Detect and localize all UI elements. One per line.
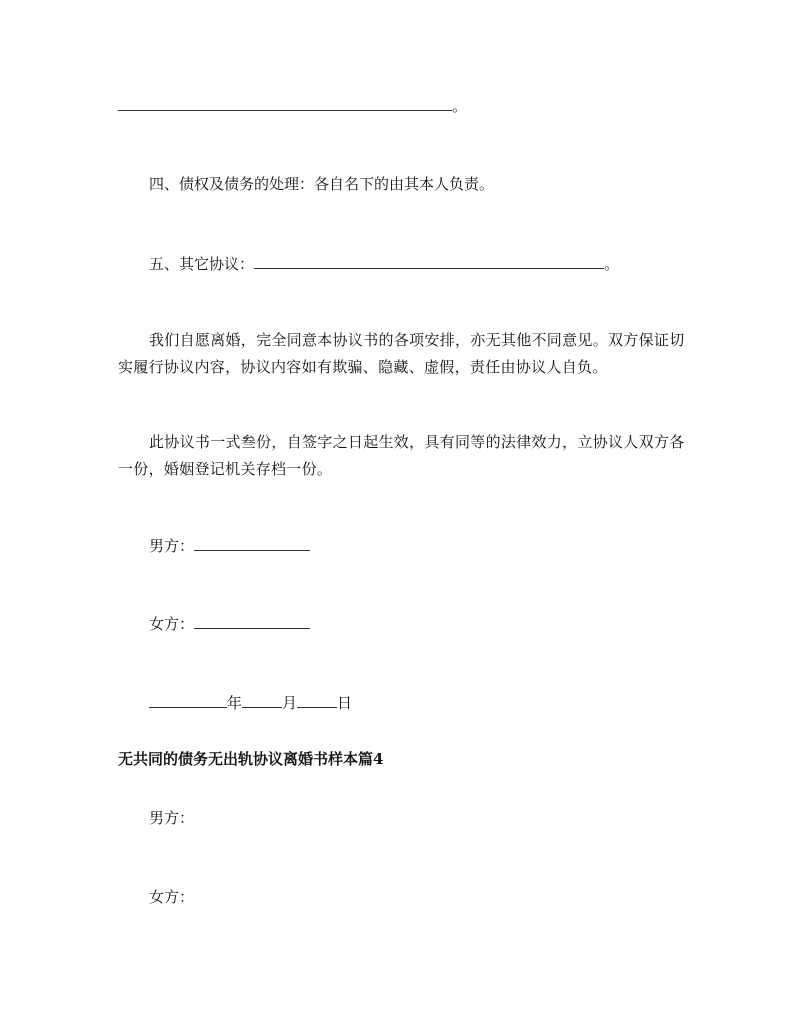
next-female-label: 女方：	[149, 888, 195, 906]
signature-female-label: 女方：	[149, 615, 195, 633]
paragraph-copies-validity: 此协议书一式叁份，自签字之日起生效，具有同等的法律效力，立协议人双方各一份，婚姻登记机关存档一份。	[118, 433, 685, 478]
day-blank	[297, 693, 337, 708]
signature-female	[149, 614, 310, 634]
month-blank	[242, 693, 282, 708]
blank-line-continuation	[118, 96, 467, 116]
line-end-period: 。	[452, 97, 468, 115]
section-debt-handling: 四、债权及债务的处理：各自名下的由其本人负责。	[149, 175, 495, 193]
next-male-label: 男方：	[149, 809, 195, 827]
signature-blank	[194, 536, 310, 551]
line-end-period: 。	[604, 255, 620, 273]
year-blank	[149, 693, 227, 708]
date-day-label: 日	[337, 694, 353, 712]
section-other-agreements	[149, 254, 619, 274]
next-sample-heading: 无共同的债务无出轨协议离婚书样本篇4	[118, 750, 384, 768]
date-month-label: 月	[282, 694, 298, 712]
date-year-label: 年	[227, 694, 243, 712]
fill-in-blank	[118, 96, 452, 111]
signature-male	[149, 536, 310, 556]
signature-male-label: 男方：	[149, 537, 195, 555]
date-line	[149, 693, 352, 713]
paragraph-voluntary-agreement: 我们自愿离婚，完全同意本协议书的各项安排，亦无其他不同意见。双方保证切实履行协议内容，协议内容如有欺骗、隐藏、虚假，责任由协议人自负。	[118, 331, 685, 376]
section-other-label: 五、其它协议：	[149, 255, 255, 273]
signature-blank	[194, 614, 310, 629]
fill-in-blank	[254, 254, 604, 269]
